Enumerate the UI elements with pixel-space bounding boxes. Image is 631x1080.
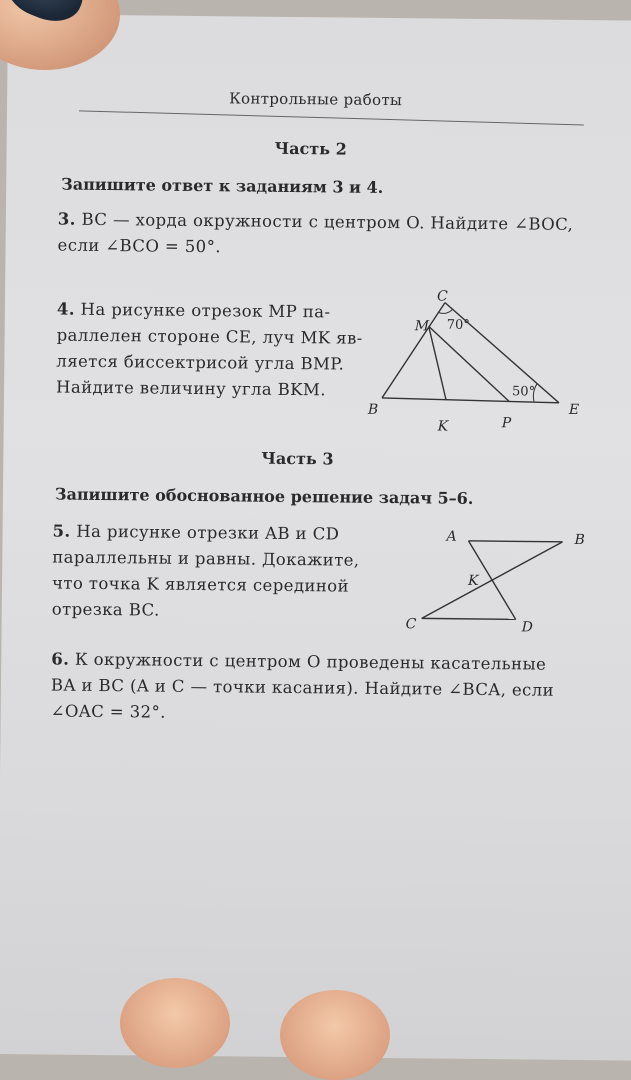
worksheet-page: [0, 14, 631, 1061]
task-4-number: 4.: [56, 299, 76, 319]
task-6-line-1: К окружности с центром O проведены касательные: [69, 649, 547, 674]
header-rule: [79, 110, 584, 125]
label-C: C: [405, 616, 417, 633]
task-5-line-4: отрезка BC.: [51, 599, 160, 620]
task-5-line-3: что точка K является серединой: [51, 573, 350, 596]
label-E: E: [568, 401, 580, 419]
part3-heading: Часть 3: [261, 448, 334, 469]
task-4-figure: [363, 286, 595, 448]
bleed-through-text: [240, 740, 601, 786]
task-4-line-3: ляется биссектрисой угла BMP.: [56, 351, 345, 374]
ray-MK: [428, 326, 447, 399]
task-6-number: 6.: [51, 649, 70, 669]
task-3-line-2: если ∠BCO = 50°.: [57, 235, 222, 257]
task-5-line-1: На рисунке отрезки AB и CD: [70, 521, 340, 544]
label-C: C: [436, 288, 448, 305]
label-A: A: [446, 528, 457, 545]
task-3: [57, 207, 598, 265]
side-BC: [382, 302, 445, 399]
label-B: B: [367, 401, 379, 418]
task-3-number: 3.: [57, 209, 76, 229]
fingernail: [0, 0, 92, 31]
task-5-number: 5.: [52, 521, 71, 541]
task-4-line-2: раллелен стороне CE, луч MK яв-: [56, 325, 363, 348]
task-6-line-3: ∠OAC = 32°.: [50, 701, 166, 722]
task-6-line-2: BA и BC (A и C — точки касания). Найдите ∠BCA, если: [50, 675, 555, 700]
task-5-line-2: параллельны и равны. Докажите,: [52, 547, 360, 570]
task-6: [51, 646, 597, 730]
segment-CD: [422, 618, 516, 619]
task-5-figure: [381, 518, 602, 640]
angle-C-label: 70°: [446, 317, 470, 333]
angle-E-label: 50°: [511, 384, 536, 400]
label-K: K: [468, 572, 479, 589]
label-D: D: [521, 619, 533, 636]
label-M: M: [414, 318, 430, 335]
task-4-line-4: Найдите величину угла BKM.: [55, 377, 327, 400]
label-P: P: [501, 415, 512, 432]
task-4-line-1: На рисунке отрезок MP па-: [74, 299, 331, 322]
finger-bottom-right: [280, 990, 390, 1080]
task-3-line-1: BC — хорда окружности с центром O. Найдите ∠BOC,: [75, 209, 574, 234]
task-5: [52, 518, 363, 625]
running-header: Контрольные работы: [229, 89, 403, 110]
task-4: [56, 297, 373, 404]
segment-MP: [428, 326, 510, 401]
part2-instruction: Запишите ответ к заданиям 3 и 4.: [61, 174, 384, 197]
finger-bottom-left: [120, 978, 230, 1068]
label-B: B: [574, 531, 585, 549]
part3-instruction: Запишите обоснованное решение задач 5–6.: [54, 484, 474, 508]
part2-heading: Часть 2: [274, 138, 347, 159]
segment-AB: [469, 541, 563, 542]
label-K: K: [437, 418, 449, 435]
